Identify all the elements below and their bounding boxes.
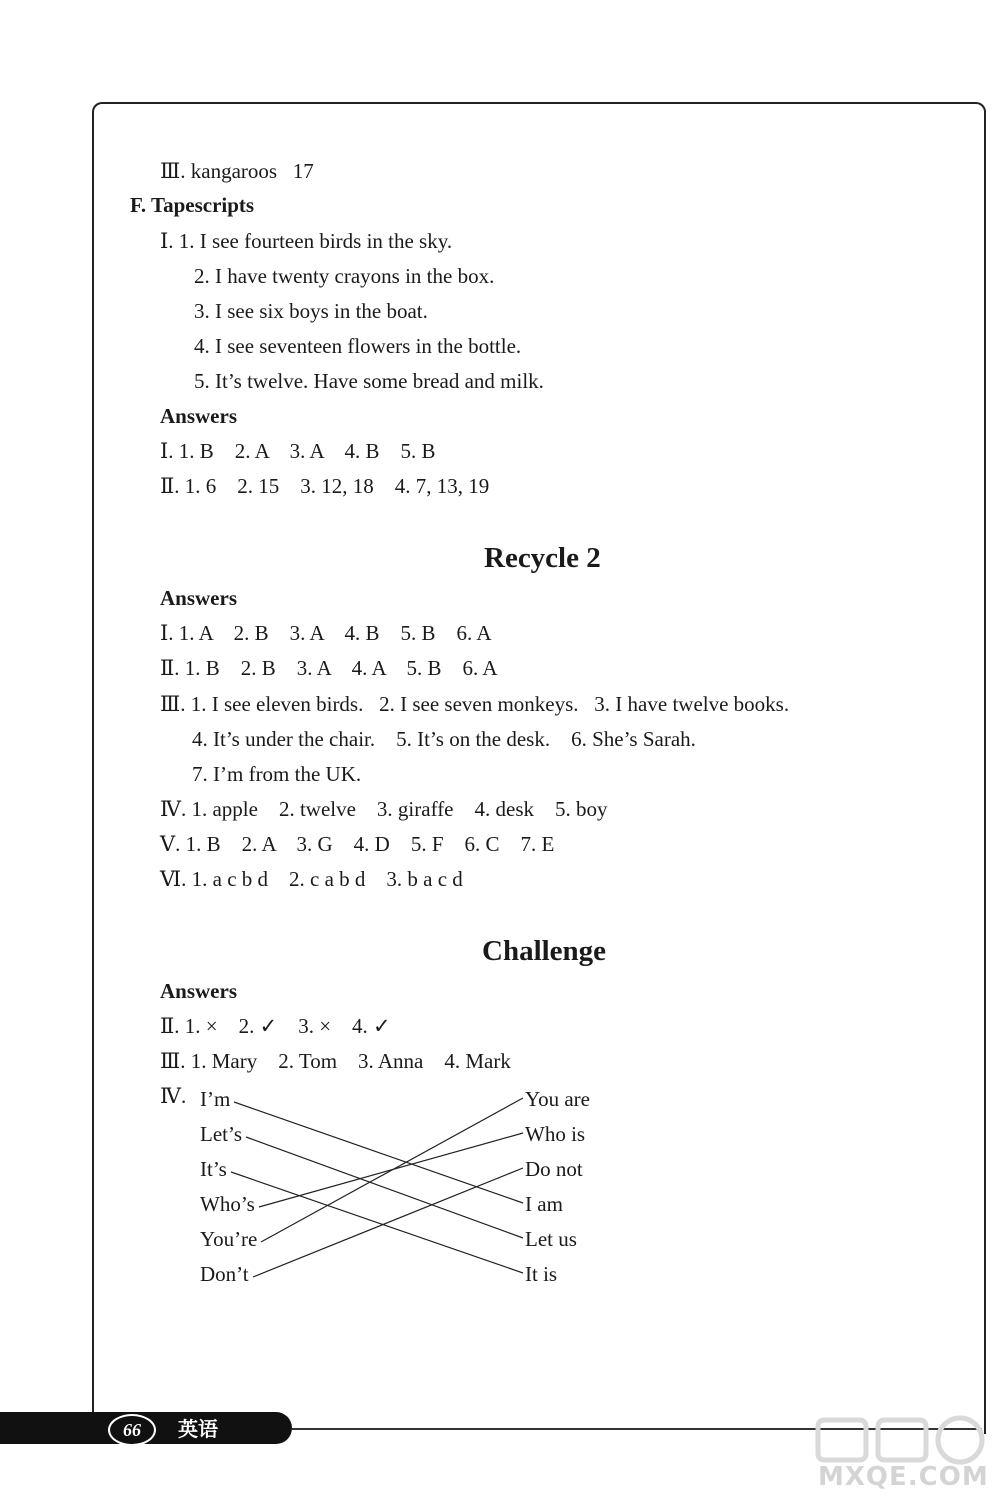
match-right-word: Do not [525, 1157, 583, 1181]
section-heading: Challenge [482, 935, 607, 967]
section-label: F. Tapescripts [130, 193, 255, 217]
section-label: Answers [160, 586, 237, 610]
text-line: Ⅰ. 1. I see fourteen birds in the sky. [160, 229, 453, 253]
match-left-word: It’s [200, 1157, 227, 1181]
text-line: Ⅳ. 1. apple 2. twelve 3. giraffe 4. desk 5. boy [160, 797, 608, 821]
match-line [253, 1168, 523, 1277]
text-line: 7. I’m from the UK. [192, 762, 362, 786]
match-left-word: Who’s [200, 1192, 255, 1216]
page-number: 66 [108, 1414, 156, 1446]
match-right-word: It is [525, 1262, 558, 1286]
match-left-word: I’m [200, 1087, 231, 1111]
match-right-word: You are [525, 1087, 590, 1111]
text-line: 4. I see seventeen flowers in the bottle. [194, 334, 522, 358]
text-line: Ⅲ. 1. Mary 2. Tom 3. Anna 4. Mark [160, 1049, 511, 1073]
text-line: Ⅵ. 1. a c b d 2. c a b d 3. b a c d [160, 867, 463, 891]
text-line: 5. It’s twelve. Have some bread and milk. [194, 369, 544, 393]
text-line: Ⅲ. 1. I see eleven birds. 2. I see seven monkeys. 3. I have twelve books. [160, 692, 790, 716]
text-line: 3. I see six boys in the boat. [194, 299, 428, 323]
text-line: Ⅴ. 1. B 2. A 3. G 4. D 5. F 6. C 7. E [160, 832, 555, 856]
match-left-word: Let’s [200, 1122, 242, 1146]
match-right-word: Let us [525, 1227, 577, 1251]
text-line: Ⅱ. 1. × 2. ✓ 3. × 4. ✓ [160, 1014, 391, 1038]
text-line: Ⅱ. 1. B 2. B 3. A 4. A 5. B 6. A [160, 656, 498, 680]
text-line: Ⅰ. 1. B 2. A 3. A 4. B 5. B [160, 439, 436, 463]
text-line: Ⅱ. 1. 6 2. 15 3. 12, 18 4. 7, 13, 19 [160, 474, 490, 498]
text-line: Ⅰ. 1. A 2. B 3. A 4. B 5. B 6. A [160, 621, 492, 645]
match-left-word: Don’t [200, 1262, 249, 1286]
text-line: Ⅲ. kangaroos 17 [160, 159, 314, 183]
match-right-word: Who is [525, 1122, 586, 1146]
section-label: Answers [160, 404, 237, 428]
match-right-word: I am [525, 1192, 563, 1216]
match-left-word: You’re [200, 1227, 258, 1251]
watermark-text: MXQE.COM [818, 1462, 989, 1492]
text-line: 4. It’s under the chair. 5. It’s on the desk. 6. She’s Sarah. [192, 727, 696, 751]
section-label: Answers [160, 979, 237, 1003]
text-line: 2. I have twenty crayons in the box. [194, 264, 495, 288]
match-line [246, 1137, 523, 1238]
section-heading: Recycle 2 [484, 542, 601, 574]
text-line: Ⅳ. [160, 1084, 187, 1108]
subject-label: 英语 [178, 1417, 218, 1441]
